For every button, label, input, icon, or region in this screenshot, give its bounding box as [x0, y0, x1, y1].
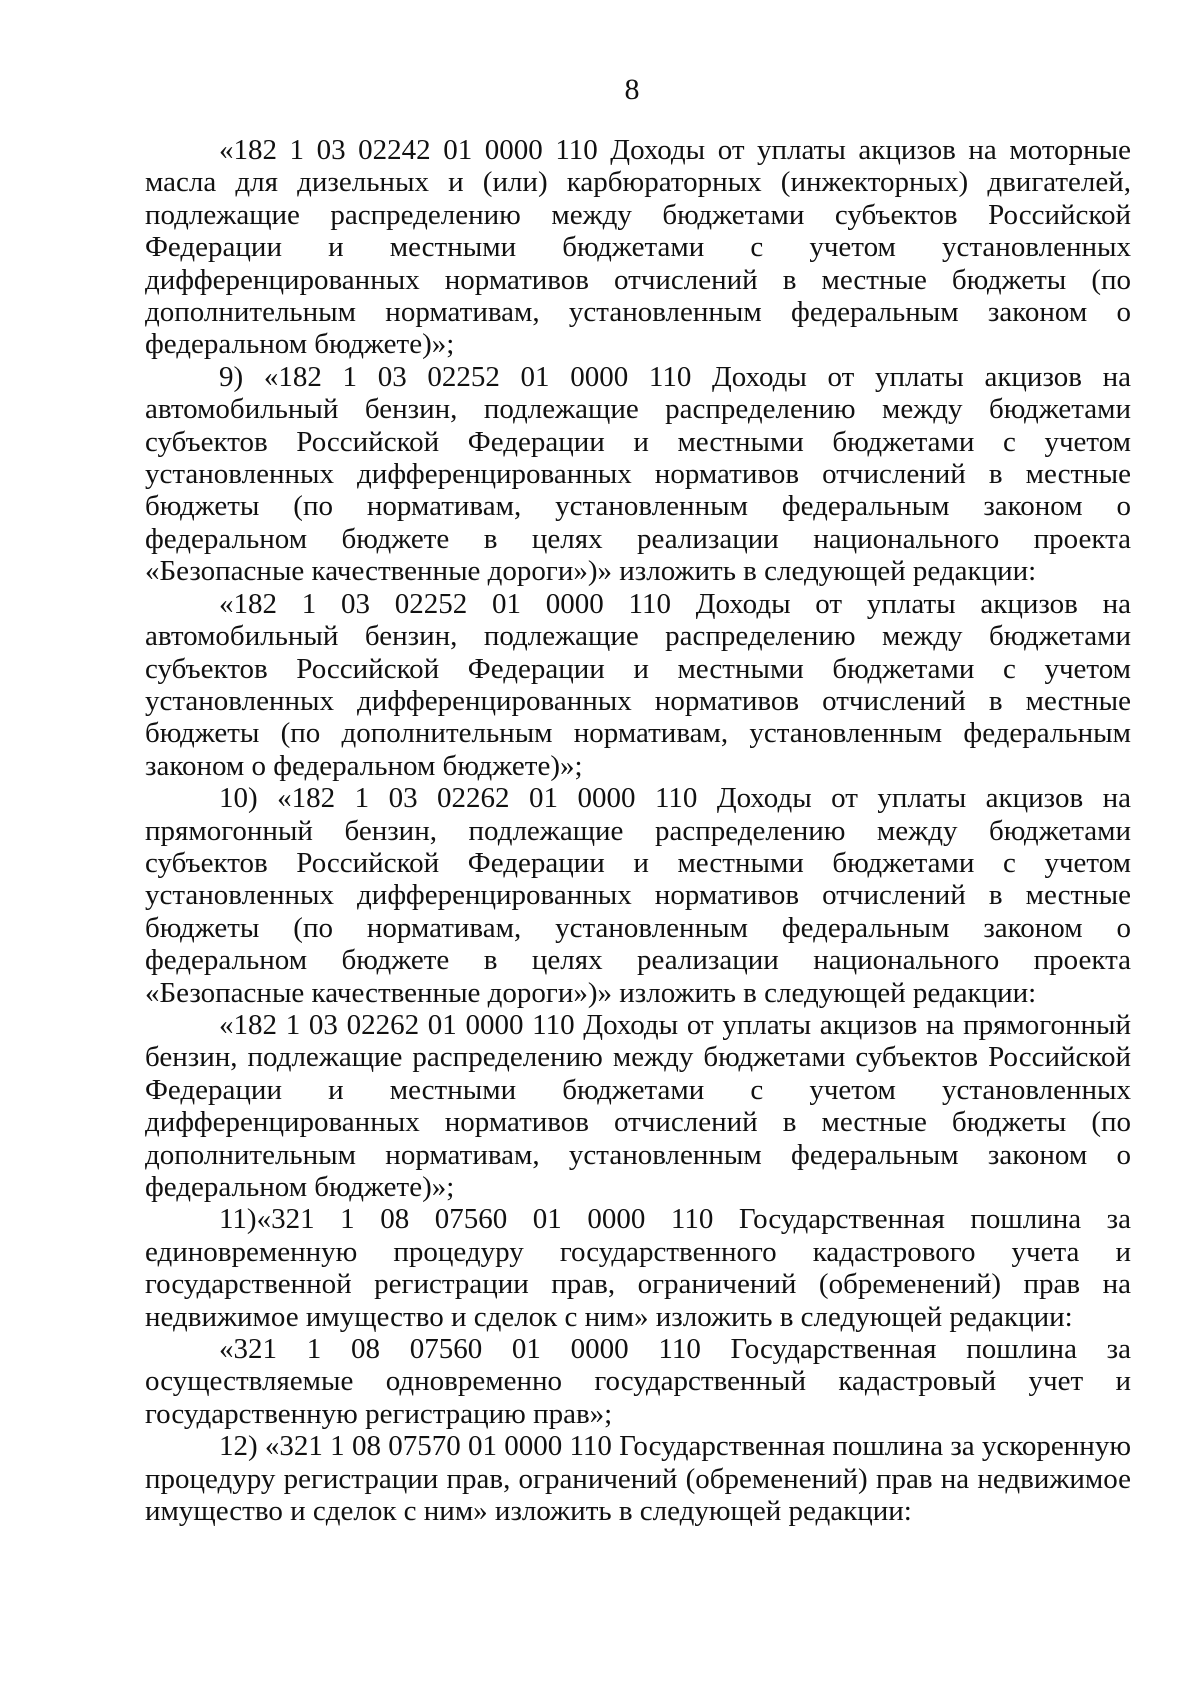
- paragraph-item-12: 12) «321 1 08 07570 01 0000 110 Государственная пошлина за ускоренную процедуру регистрации прав, ограничений (обременений) прав на недвижимое имущество и сделок с ним» изложить в следующей редакции:: [145, 1430, 1131, 1528]
- paragraph-item-10: 10) «182 1 03 02262 01 0000 110 Доходы от уплаты акцизов на прямогонный бензин, подлежащие распределению между бюджетами субъектов Российской Федерации и местными бюджетами с учетом установленных дифференцированных нормативов отчислений в местные бюджеты (по нормативам, установленным федеральным законом о федеральном бюджете в целях реализации национального проекта «Безопасные качественные дороги»)» изложить в следующей редакции:: [145, 782, 1131, 1009]
- document-body: [145, 134, 1131, 1527]
- paragraph-item-11: 11)«321 1 08 07560 01 0000 110 Государственная пошлина за единовременную процедуру государственного кадастрового учета и государственной регистрации прав, ограничений (обременений) прав на недвижимое имущество и сделок с ним» изложить в следующей редакции:: [145, 1203, 1131, 1333]
- paragraph-income-code-gasoline: «182 1 03 02252 01 0000 110 Доходы от уплаты акцизов на автомобильный бензин, подлежащие распределению между бюджетами субъектов Российской Федерации и местными бюджетами с учетом установленных дифференцированных нормативов отчислений в местные бюджеты (по дополнительным нормативам, установленным федеральным законом о федеральном бюджете)»;: [145, 587, 1131, 782]
- page-number: 8: [624, 73, 640, 106]
- paragraph-income-code-state-fee-cadastral: «321 1 08 07560 01 0000 110 Государственная пошлина за осуществляемые одновременно государственный кадастровый учет и государственную регистрацию прав»;: [145, 1333, 1131, 1430]
- paragraph-item-9: 9) «182 1 03 02252 01 0000 110 Доходы от уплаты акцизов на автомобильный бензин, подлежащие распределению между бюджетами субъектов Российской Федерации и местными бюджетами с учетом установленных дифференцированных нормативов отчислений в местные бюджеты (по нормативам, установленным федеральным законом о федеральном бюджете в целях реализации национального проекта «Безопасные качественные дороги»)» изложить в следующей редакции:: [145, 360, 1131, 588]
- paragraph-income-code-motor-oils: «182 1 03 02242 01 0000 110 Доходы от уплаты акцизов на моторные масла для дизельных и (или) карбюраторных (инжекторных) двигателей, подлежащие распределению между бюджетами субъектов Российской Федерации и местными бюджетами с учетом установленных дифференцированных нормативов отчислений в местные бюджеты (по дополнительным нормативам, установленным федеральным законом о федеральном бюджете)»;: [145, 134, 1131, 361]
- paragraph-income-code-straight-run-gasoline: «182 1 03 02262 01 0000 110 Доходы от уплаты акцизов на прямогонный бензин, подлежащие распределению между бюджетами субъектов Российской Федерации и местными бюджетами с учетом установленных дифференцированных нормативов отчислений в местные бюджеты (по дополнительным нормативам, установленным федеральным законом о федеральном бюджете)»;: [145, 1008, 1131, 1203]
